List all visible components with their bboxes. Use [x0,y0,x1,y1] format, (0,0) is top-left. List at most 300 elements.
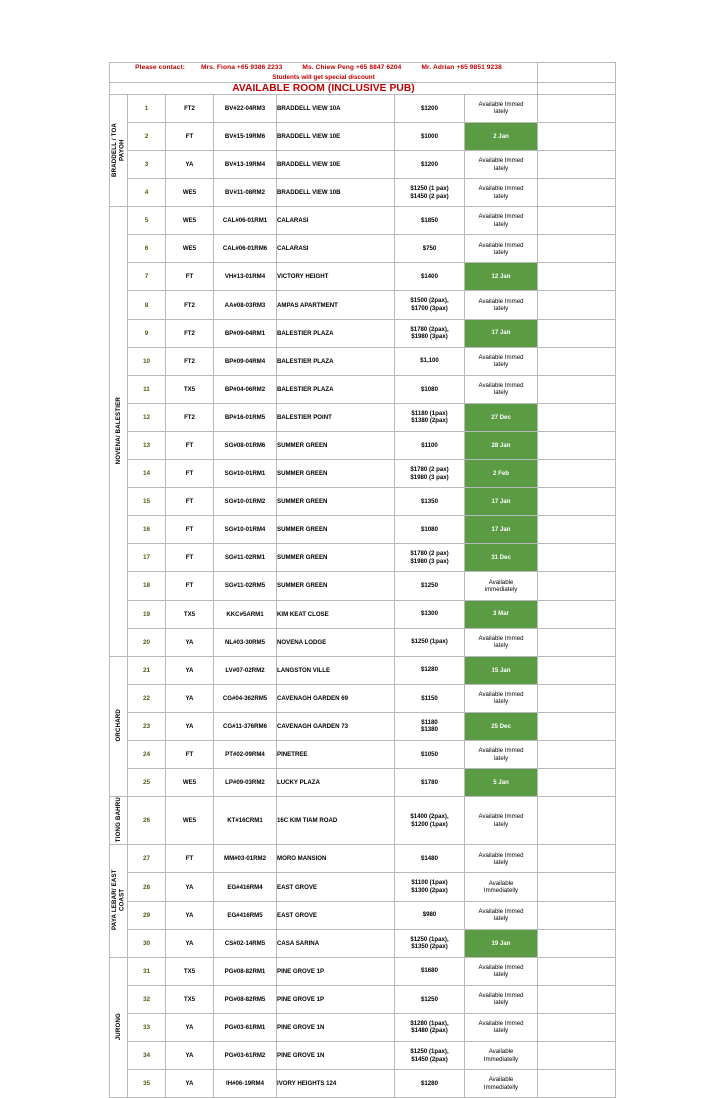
price-cell: $1780 (2pax), $1980 (3pax) [395,319,465,347]
table-row [110,544,616,572]
row-number-cell: 11 [128,375,166,403]
property-name-cell: SUMMER GREEN [277,431,395,459]
row-tail-cell [538,769,616,797]
price-cell: $1250 [395,985,465,1013]
row-number-cell: 21 [128,656,166,684]
property-name-cell: SUMMER GREEN [277,460,395,488]
group-label: JURONG [115,1012,122,1041]
property-name-cell: CALARASI [277,207,395,235]
row-number-cell: 8 [128,291,166,319]
price-cell: $1850 [395,207,465,235]
property-name-cell: PINE GROVE 1N [277,1013,395,1041]
availability-cell: Available Immed lately [465,845,538,873]
table-row [110,319,616,347]
row-tail-cell [538,151,616,179]
availability-cell: 17 Jan [465,319,538,347]
property-name-cell: EAST GROVE [277,901,395,929]
group-label: NOVENA/ BALESTIER [115,396,122,465]
contact-adrian: Mr. Adrian +65 9851 9238 [421,64,502,71]
row-tail-cell [538,94,616,122]
availability-cell: Available Immed lately [465,347,538,375]
property-name-cell: CALARASI [277,235,395,263]
row-number-cell: 20 [128,628,166,656]
unit-code-cell: CG#11-376RM6 [214,712,277,740]
row-tail-cell [538,235,616,263]
contact-chiew-peng: Ms. Chiew Peng +65 8847 6204 [302,64,402,71]
price-cell: $1500 (2pax), $1700 (3pax) [395,291,465,319]
room-type-cell: FT [166,572,214,600]
table-row [110,957,616,985]
group-label: TIONG BAHRU [115,797,122,843]
table-row [110,1042,616,1070]
availability-cell: Available Immediatelly [465,873,538,901]
room-type-cell: YA [166,1013,214,1041]
unit-code-cell: BV#13-19RM4 [214,151,277,179]
title-row [110,82,616,94]
contact-header-cell [110,63,538,83]
row-tail-cell [538,628,616,656]
availability-cell: 28 Jan [465,431,538,459]
row-tail-cell [538,179,616,207]
table-row [110,684,616,712]
property-name-cell: BALESTIER POINT [277,403,395,431]
unit-code-cell: SG#11-02RM5 [214,572,277,600]
room-type-cell: YA [166,873,214,901]
room-type-cell: FT [166,431,214,459]
property-name-cell: EAST GROVE [277,873,395,901]
row-tail-cell [538,797,616,845]
unit-code-cell: SG#10-01RM4 [214,516,277,544]
row-tail-cell [538,572,616,600]
row-number-cell: 33 [128,1013,166,1041]
row-tail-cell [538,431,616,459]
room-type-cell: TX5 [166,985,214,1013]
availability-cell: Available Immed lately [465,291,538,319]
price-cell: $1350 [395,488,465,516]
availability-cell: Available Immed lately [465,628,538,656]
row-tail-cell [538,957,616,985]
row-number-cell: 1 [128,94,166,122]
row-number-cell: 26 [128,797,166,845]
property-name-cell: PINE GROVE 1P [277,957,395,985]
availability-cell: Available Immediatelly [465,1070,538,1098]
room-type-cell: YA [166,901,214,929]
table-row [110,712,616,740]
row-tail-cell [538,901,616,929]
group-label: PAYA LEBAR/ EAST COAST [111,869,126,931]
room-type-cell: FT2 [166,319,214,347]
availability-cell: Available Immed lately [465,901,538,929]
price-cell: $1250 (1 pax) $1450 (2 pax) [395,179,465,207]
table-row [110,1013,616,1041]
availability-cell: 17 Jan [465,488,538,516]
contact-header-row [110,63,616,83]
row-tail-cell [538,403,616,431]
room-type-cell: FT [166,263,214,291]
unit-code-cell: CAL#06-01RM6 [214,235,277,263]
room-type-cell: YA [166,656,214,684]
unit-code-cell: LV#07-02RM2 [214,656,277,684]
room-type-cell: WE5 [166,179,214,207]
property-name-cell: KIM KEAT CLOSE [277,600,395,628]
table-row [110,845,616,873]
property-name-cell: MORO MANSION [277,845,395,873]
property-name-cell: PINE GROVE 1N [277,1042,395,1070]
property-name-cell: AMPAS APARTMENT [277,291,395,319]
row-number-cell: 6 [128,235,166,263]
table-row [110,122,616,150]
unit-code-cell: SG#10-01RM1 [214,460,277,488]
row-number-cell: 19 [128,600,166,628]
property-name-cell: 16C KIM TIAM ROAD [277,797,395,845]
row-number-cell: 22 [128,684,166,712]
row-number-cell: 17 [128,544,166,572]
table-row [110,375,616,403]
group-label-cell [110,845,128,957]
table-row [110,263,616,291]
property-name-cell: IVORY HEIGHTS 124 [277,1070,395,1098]
row-number-cell: 5 [128,207,166,235]
unit-code-cell: SG#10-01RM2 [214,488,277,516]
row-tail-cell [538,656,616,684]
row-number-cell: 13 [128,431,166,459]
availability-cell: Available immediately [465,572,538,600]
price-cell: $1000 [395,122,465,150]
room-type-cell: WE5 [166,797,214,845]
unit-code-cell: PG#03-61RM2 [214,1042,277,1070]
row-tail-cell [538,684,616,712]
price-cell: $1050 [395,740,465,768]
unit-code-cell: SG#08-01RM6 [214,431,277,459]
row-tail-cell [538,207,616,235]
unit-code-cell: EG#416RM4 [214,873,277,901]
row-number-cell: 24 [128,740,166,768]
price-cell: $1400 (2pax), $1200 (1pax) [395,797,465,845]
availability-cell: Available Immed lately [465,797,538,845]
availability-cell: Available Immed lately [465,740,538,768]
table-row [110,403,616,431]
unit-code-cell: BP#09-04RM4 [214,347,277,375]
row-number-cell: 7 [128,263,166,291]
room-type-cell: YA [166,712,214,740]
availability-cell: Available Immed lately [465,151,538,179]
table-row [110,797,616,845]
price-cell: $1250 (1pax) [395,628,465,656]
table-row [110,488,616,516]
discount-note: Students will get special discount [272,73,375,81]
property-name-cell: NOVENA LODGE [277,628,395,656]
row-number-cell: 31 [128,957,166,985]
room-type-cell: FT2 [166,347,214,375]
header-tail-cell [538,63,616,83]
table-row [110,929,616,957]
row-number-cell: 32 [128,985,166,1013]
property-name-cell: BALESTIER PLAZA [277,375,395,403]
group-label: ORCHARD [115,709,122,742]
row-tail-cell [538,740,616,768]
availability-cell: Available Immed lately [465,375,538,403]
table-row [110,347,616,375]
property-name-cell: BRADDELL VIEW 10E [277,122,395,150]
row-tail-cell [538,1042,616,1070]
price-cell: $1680 [395,957,465,985]
availability-cell: Available Immed lately [465,985,538,1013]
title-tail-cell [538,82,616,94]
room-type-cell: WE5 [166,207,214,235]
row-tail-cell [538,263,616,291]
group-label-cell [110,957,128,1097]
room-type-cell: YA [166,151,214,179]
unit-code-cell: KT#16CRM1 [214,797,277,845]
room-type-cell: WE5 [166,769,214,797]
table-row [110,901,616,929]
table-row [110,431,616,459]
availability-cell: 12 Jan [465,263,538,291]
unit-code-cell: CAL#06-01RM1 [214,207,277,235]
availability-table [109,62,616,1098]
room-type-cell: YA [166,1070,214,1098]
availability-cell: Available Immed lately [465,1013,538,1041]
price-cell: $1250 [395,572,465,600]
price-cell: $1100 (1pax) $1300 (2pax) [395,873,465,901]
table-row [110,985,616,1013]
unit-code-cell: BV#11-08RM2 [214,179,277,207]
table-row [110,628,616,656]
unit-code-cell: PG#03-61RM1 [214,1013,277,1041]
room-type-cell: TX5 [166,600,214,628]
unit-code-cell: IH#06-19RM4 [214,1070,277,1098]
property-name-cell: CAVENAGH GARDEN 73 [277,712,395,740]
availability-cell: Available Immed lately [465,207,538,235]
group-label-cell [110,656,128,796]
table-row [110,873,616,901]
table-row [110,151,616,179]
row-tail-cell [538,845,616,873]
room-type-cell: YA [166,628,214,656]
price-cell: $1280 [395,1070,465,1098]
unit-code-cell: CS#02-14RM5 [214,929,277,957]
row-tail-cell [538,122,616,150]
price-cell: $1100 [395,431,465,459]
price-cell: $1080 [395,516,465,544]
row-number-cell: 14 [128,460,166,488]
contact-label: Please contact: [135,64,186,71]
table-row [110,740,616,768]
availability-cell: 3 Mar [465,600,538,628]
row-tail-cell [538,544,616,572]
price-cell: $1200 [395,151,465,179]
price-cell: $1300 [395,600,465,628]
price-cell: $1400 [395,263,465,291]
room-type-cell: TX5 [166,957,214,985]
table-body [110,63,616,1098]
price-cell: $1780 (2 pax) $1980 (3 pax) [395,460,465,488]
row-number-cell: 10 [128,347,166,375]
unit-code-cell: BP#16-01RM5 [214,403,277,431]
property-name-cell: BALESTIER PLAZA [277,319,395,347]
availability-cell: 2 Jan [465,122,538,150]
room-type-cell: TX5 [166,375,214,403]
availability-cell: Available Immed lately [465,94,538,122]
row-number-cell: 29 [128,901,166,929]
availability-cell: 31 Dec [465,544,538,572]
row-number-cell: 25 [128,769,166,797]
price-cell: $1780 (2 pax) $1980 (3 pax) [395,544,465,572]
room-type-cell: YA [166,684,214,712]
row-tail-cell [538,291,616,319]
group-label: BRADDELL / TOA PAYOH [111,122,126,177]
row-number-cell: 27 [128,845,166,873]
room-type-cell: YA [166,1042,214,1070]
availability-cell: 5 Jan [465,769,538,797]
table-row [110,179,616,207]
room-type-cell: FT [166,845,214,873]
row-number-cell: 9 [128,319,166,347]
property-name-cell: LUCKY PLAZA [277,769,395,797]
price-cell: $1180 $1380 [395,712,465,740]
table-row [110,207,616,235]
room-type-cell: FT [166,544,214,572]
unit-code-cell: KKC#5ARM1 [214,600,277,628]
property-name-cell: SUMMER GREEN [277,572,395,600]
contact-line [110,63,537,73]
contact-fiona: Mrs. Fiona +65 9386 2233 [201,64,283,71]
availability-cell: 19 Jan [465,929,538,957]
table-row [110,769,616,797]
table-row [110,572,616,600]
price-cell: $1,100 [395,347,465,375]
room-type-cell: YA [166,929,214,957]
room-type-cell: FT [166,488,214,516]
property-name-cell: BRADDELL VIEW 10A [277,94,395,122]
table-row [110,291,616,319]
room-type-cell: FT2 [166,403,214,431]
availability-cell: Available Immed lately [465,684,538,712]
room-type-cell: FT [166,740,214,768]
unit-code-cell: CG#04-362RM5 [214,684,277,712]
availability-cell: Available Immediatelly [465,1042,538,1070]
row-tail-cell [538,985,616,1013]
availability-cell: Available Immed lately [465,179,538,207]
row-tail-cell [538,1013,616,1041]
availability-cell: Available Immed lately [465,235,538,263]
row-tail-cell [538,600,616,628]
group-label-cell [110,797,128,845]
row-tail-cell [538,873,616,901]
group-label-cell [110,94,128,206]
row-number-cell: 18 [128,572,166,600]
row-number-cell: 12 [128,403,166,431]
room-type-cell: FT [166,122,214,150]
row-number-cell: 15 [128,488,166,516]
row-number-cell: 4 [128,179,166,207]
availability-cell: 2 Feb [465,460,538,488]
property-name-cell: LANGSTON VILLE [277,656,395,684]
price-cell: $1180 (1pax) $1380 (2pax) [395,403,465,431]
property-name-cell: PINETREE [277,740,395,768]
page-title: AVAILABLE ROOM (INCLUSIVE PUB) [232,82,415,94]
property-name-cell: PINE GROVE 1P [277,985,395,1013]
unit-code-cell: PG#08-82RM1 [214,957,277,985]
price-cell: $1200 [395,94,465,122]
unit-code-cell: PG#08-82RM5 [214,985,277,1013]
row-number-cell: 23 [128,712,166,740]
table-row [110,1070,616,1098]
unit-code-cell: BV#15-19RM6 [214,122,277,150]
table-row [110,460,616,488]
price-cell: $1280 [395,656,465,684]
table-row [110,656,616,684]
row-number-cell: 2 [128,122,166,150]
price-cell: $980 [395,901,465,929]
price-cell: $1150 [395,684,465,712]
availability-cell: Available Immed lately [465,957,538,985]
property-name-cell: BRADDELL VIEW 10E [277,151,395,179]
row-number-cell: 3 [128,151,166,179]
unit-code-cell: BP#09-04RM1 [214,319,277,347]
row-tail-cell [538,1070,616,1098]
price-cell: $1780 [395,769,465,797]
unit-code-cell: SG#11-02RM1 [214,544,277,572]
property-name-cell: SUMMER GREEN [277,544,395,572]
room-type-cell: FT2 [166,94,214,122]
row-number-cell: 16 [128,516,166,544]
property-name-cell: SUMMER GREEN [277,488,395,516]
row-tail-cell [538,375,616,403]
row-tail-cell [538,516,616,544]
group-label-cell [110,207,128,657]
unit-code-cell: VH#13-01RM4 [214,263,277,291]
price-cell: $750 [395,235,465,263]
property-name-cell: SUMMER GREEN [277,516,395,544]
unit-code-cell: MM#03-01RM2 [214,845,277,873]
unit-code-cell: PT#02-09RM4 [214,740,277,768]
availability-cell: 17 Jan [465,516,538,544]
row-number-cell: 34 [128,1042,166,1070]
property-name-cell: CASA SARINA [277,929,395,957]
property-name-cell: BALESTIER PLAZA [277,347,395,375]
table-row [110,600,616,628]
availability-cell: 25 Dec [465,712,538,740]
price-cell: $1250 (1pax), $1450 (2pax) [395,1042,465,1070]
unit-code-cell: LP#09-03RM2 [214,769,277,797]
unit-code-cell: BV#22-04RM3 [214,94,277,122]
room-type-cell: WE5 [166,235,214,263]
unit-code-cell: BP#04-06RM2 [214,375,277,403]
table-row [110,235,616,263]
price-cell: $1080 [395,375,465,403]
price-cell: $1480 [395,845,465,873]
table-row [110,94,616,122]
availability-cell: 15 Jan [465,656,538,684]
price-cell: $1280 (1pax), $1480 (2pax) [395,1013,465,1041]
row-number-cell: 35 [128,1070,166,1098]
unit-code-cell: AA#08-03RM3 [214,291,277,319]
property-name-cell: BRADDELL VIEW 10B [277,179,395,207]
property-name-cell: VICTORY HEIGHT [277,263,395,291]
price-cell: $1250 (1pax), $1350 (2pax) [395,929,465,957]
row-number-cell: 30 [128,929,166,957]
row-tail-cell [538,460,616,488]
room-availability-sheet [109,62,615,1098]
availability-cell: 27 Dec [465,403,538,431]
room-type-cell: FT [166,460,214,488]
unit-code-cell: NL#03-30RM5 [214,628,277,656]
row-number-cell: 28 [128,873,166,901]
row-tail-cell [538,347,616,375]
row-tail-cell [538,929,616,957]
room-type-cell: FT2 [166,291,214,319]
